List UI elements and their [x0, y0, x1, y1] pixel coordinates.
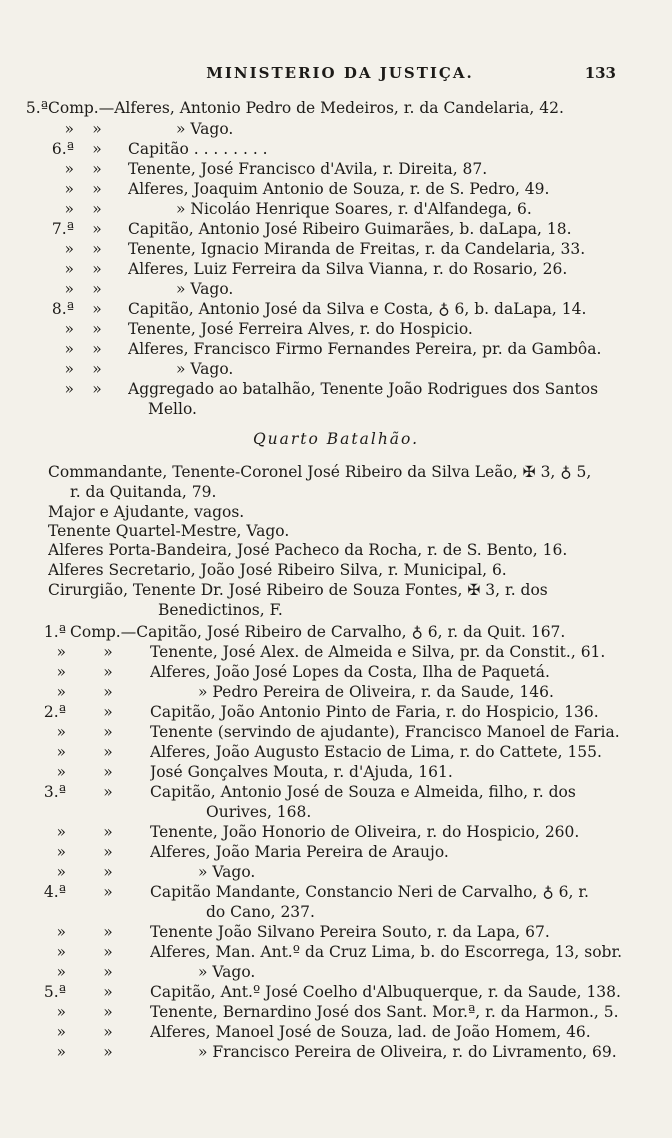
list-item: » » » Francisco Pereira de Oliveira, r. do Livramento, 69.: [56, 1043, 617, 1061]
list-item: » » Tenente, José Ferreira Alves, r. do Hospicio.: [64, 320, 473, 338]
header-title: MINISTERIO DA JUSTIÇA.: [206, 64, 474, 82]
list-item: 5.ª » Capitão, Ant.º José Coelho d'Albuquerque, r. da Saude, 138.: [43, 983, 621, 1001]
staff-line: Alferes Porta-Bandeira, José Pacheco da Rocha, r. de S. Bento, 16.: [48, 541, 568, 559]
list-item: » » » Vago.: [64, 360, 234, 378]
list-item: » » Aggregado ao batalhão, Tenente João Rodrigues dos Santos: [64, 380, 599, 398]
list-item: Mello.: [148, 400, 197, 418]
list-item: 8.ª » Capitão, Antonio José da Silva e Costa, ♁ 6, b. daLapa, 14.: [51, 300, 587, 318]
list-item: » » » Vago.: [56, 863, 256, 881]
list-item: » » Alferes, Francisco Firmo Fernandes Pereira, pr. da Gambôa.: [64, 340, 602, 358]
section-title: Quarto Batalhão.: [252, 430, 420, 448]
staff-line: r. da Quitanda, 79.: [70, 483, 217, 501]
list-item: » » » Vago.: [64, 120, 234, 138]
list-item: » » Alferes, Joaquim Antonio de Souza, r. de S. Pedro, 49.: [64, 180, 550, 198]
list-item: » » Tenente, Ignacio Miranda de Freitas, r. da Candelaria, 33.: [64, 240, 586, 258]
list-item: Ourives, 168.: [206, 803, 312, 821]
list-item: » » Tenente, José Alex. de Almeida e Silva, pr. da Constit., 61.: [56, 643, 606, 661]
list-item: » » Alferes, João Augusto Estacio de Lima, r. do Cattete, 155.: [56, 743, 602, 761]
staff-line: Benedictinos, F.: [158, 601, 283, 619]
staff-line: Major e Ajudante, vagos.: [48, 503, 245, 521]
staff-line: Tenente Quartel-Mestre, Vago.: [48, 522, 290, 540]
list-item: do Cano, 237.: [206, 903, 315, 921]
staff-line: Alferes Secretario, João José Ribeiro Silva, r. Municipal, 6.: [48, 561, 507, 579]
list-item: » » Alferes, Man. Ant.º da Cruz Lima, b. do Escorrega, 13, sobr.: [56, 943, 622, 961]
list-item: » » Alferes, João José Lopes da Costa, Ilha de Paquetá.: [56, 663, 550, 681]
list-item: » » Tenente, João Honorio de Oliveira, r. do Hospicio, 260.: [56, 823, 580, 841]
staff-line: Commandante, Tenente-Coronel José Ribeiro da Silva Leão, ✠ 3, ♁ 5,: [48, 463, 592, 481]
page-number: 133: [584, 64, 616, 82]
list-item: » » » Vago.: [56, 963, 256, 981]
list-item: » » » Nicoláo Henrique Soares, r. d'Alfandega, 6.: [64, 200, 532, 218]
list-item: » » Tenente, Bernardino José dos Sant. Mor.ª, r. da Harmon., 5.: [56, 1003, 619, 1021]
list-item: » » Tenente (servindo de ajudante), Francisco Manoel de Faria.: [56, 723, 620, 741]
list-item: » » » Pedro Pereira de Oliveira, r. da Saude, 146.: [56, 683, 554, 701]
list-item: » » Tenente, José Francisco d'Avila, r. Direita, 87.: [64, 160, 488, 178]
list-item: 6.ª » Capitão . . . . . . . .: [51, 140, 268, 158]
list-item: 7.ª » Capitão, Antonio José Ribeiro Guimarães, b. daLapa, 18.: [51, 220, 572, 238]
list-item: » » » Vago.: [64, 280, 234, 298]
staff-line: Cirurgião, Tenente Dr. José Ribeiro de Souza Fontes, ✠ 3, r. dos: [48, 581, 548, 599]
list-item: 3.ª » Capitão, Antonio José de Souza e Almeida, filho, r. dos: [43, 783, 576, 801]
list-item: 5.ª Comp.—Alferes, Antonio Pedro de Medeiros, r. da Candelaria, 42.: [25, 99, 564, 117]
list-item: » » José Gonçalves Mouta, r. d'Ajuda, 161.: [56, 763, 453, 781]
list-item: » » Alferes, João Maria Pereira de Araujo.: [56, 843, 449, 861]
list-item: » » Tenente João Silvano Pereira Souto, r. da Lapa, 67.: [56, 923, 550, 941]
page-header: [0, 62, 672, 86]
list-item: 4.ª » Capitão Mandante, Constancio Neri de Carvalho, ♁ 6, r.: [43, 883, 589, 901]
list-item: » » Alferes, Luiz Ferreira da Silva Vianna, r. do Rosario, 26.: [64, 260, 568, 278]
list-item: 1.ª Comp.—Capitão, José Ribeiro de Carvalho, ♁ 6, r. da Quit. 167.: [43, 623, 566, 641]
list-item: » » Alferes, Manoel José de Souza, lad. de João Homem, 46.: [56, 1023, 591, 1041]
list-item: 2.ª » Capitão, João Antonio Pinto de Faria, r. do Hospicio, 136.: [43, 703, 599, 721]
